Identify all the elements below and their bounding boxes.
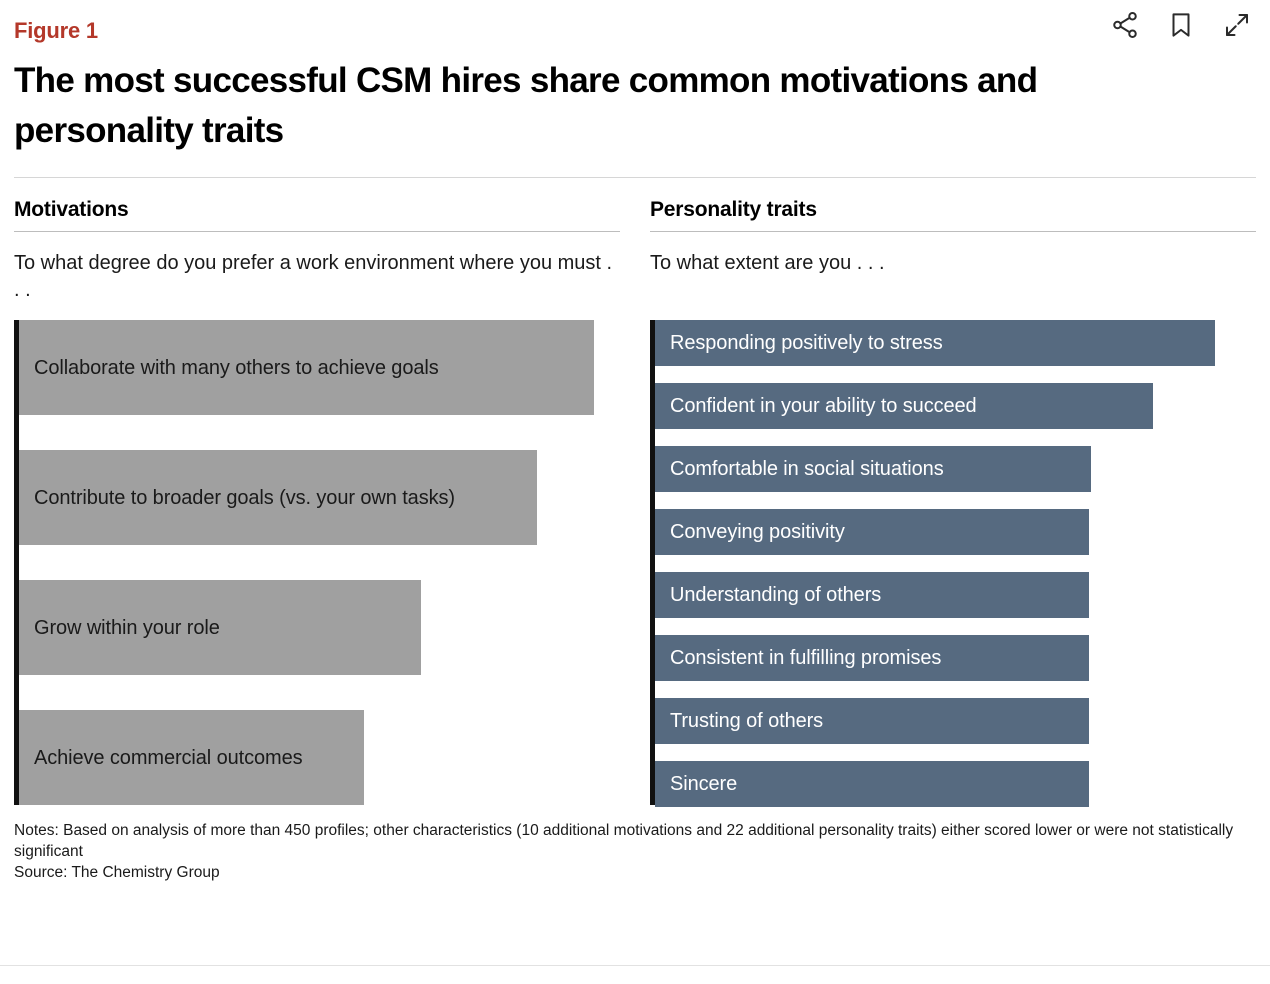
bar-label: Sincere	[670, 773, 738, 796]
bar-label: Achieve commercial outcomes	[34, 746, 303, 769]
chart-row	[655, 761, 1256, 807]
bar[interactable]	[19, 320, 594, 415]
footer-divider	[0, 965, 1270, 966]
bar[interactable]	[655, 320, 1215, 366]
figure-header	[0, 0, 1270, 155]
bar-label: Understanding of others	[670, 584, 882, 607]
bar-label: Consistent in fulfilling promises	[670, 647, 942, 670]
bar-label: Trusting of others	[670, 710, 824, 733]
figure-label: Figure 1	[14, 18, 98, 43]
personality-traits-panel	[650, 198, 1256, 805]
personality-traits-rule	[650, 231, 1256, 232]
motivations-rule	[14, 231, 620, 232]
page-title: The most successful CSM hires share common motivations and personality traits	[14, 61, 1038, 150]
bar[interactable]	[655, 635, 1089, 681]
chart-row	[655, 635, 1256, 681]
personality-traits-heading: Personality traits	[650, 198, 817, 222]
notes-line: Notes: Based on analysis of more than 450 profiles; other characteristics (10 additional motivations and 22 additional personality traits) either scored lower or were not statistically significant	[14, 822, 1238, 861]
chart-row	[655, 383, 1256, 429]
chart-row	[19, 710, 620, 805]
bar-label: Comfortable in social situations	[670, 458, 944, 481]
bar-label: Grow within your role	[34, 616, 220, 639]
bar[interactable]	[655, 698, 1089, 744]
chart-row	[655, 572, 1256, 618]
chart-row	[655, 509, 1256, 555]
motivations-subheading: To what degree do you prefer a work environment where you must . . .	[14, 252, 613, 302]
bar-label: Contribute to broader goals (vs. your own tasks)	[34, 486, 455, 509]
bar[interactable]	[655, 572, 1089, 618]
personality-traits-subheading: To what extent are you . . .	[650, 252, 885, 275]
chart-row	[655, 698, 1256, 744]
share-icon[interactable]	[1110, 10, 1140, 40]
bar[interactable]	[19, 580, 421, 675]
figure-notes	[0, 805, 1270, 884]
expand-icon[interactable]	[1222, 10, 1252, 40]
personality-traits-bar-chart	[650, 320, 1256, 805]
motivations-heading: Motivations	[14, 198, 129, 222]
bar-label: Conveying positivity	[670, 521, 845, 544]
bar[interactable]	[655, 509, 1089, 555]
source-line: Source: The Chemistry Group	[14, 864, 220, 882]
bar[interactable]	[655, 383, 1153, 429]
bar-label: Confident in your ability to succeed	[670, 395, 977, 418]
bar-label: Collaborate with many others to achieve goals	[34, 356, 439, 379]
bookmark-icon[interactable]	[1166, 10, 1196, 40]
chart-row	[19, 320, 620, 415]
chart-columns	[0, 178, 1270, 805]
motivations-bar-chart	[14, 320, 620, 805]
chart-row	[19, 580, 620, 675]
bar-label: Responding positively to stress	[670, 332, 943, 355]
chart-row	[655, 446, 1256, 492]
bar[interactable]	[655, 761, 1089, 807]
chart-row	[655, 320, 1256, 366]
bar[interactable]	[655, 446, 1091, 492]
bar[interactable]	[19, 450, 537, 545]
motivations-panel	[14, 198, 620, 805]
figure-toolbar	[1110, 10, 1252, 40]
chart-row	[19, 450, 620, 545]
bar[interactable]	[19, 710, 364, 805]
